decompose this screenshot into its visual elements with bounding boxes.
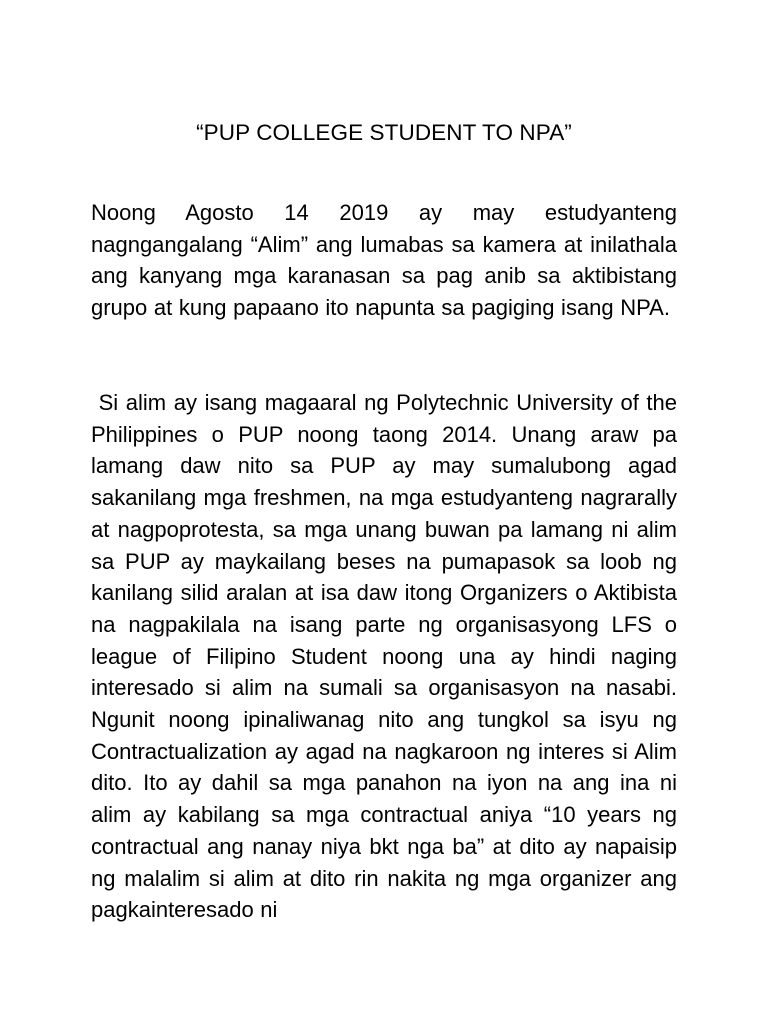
paragraph-2: Si alim ay isang magaaral ng Polytechnic University of the Philippines o PUP noong taong 2014. Unang araw pa lamang daw nito sa PUP ay may sumalubong agad sakanilang mga freshmen, na mga estudyanteng nagrarally at nagpoprotesta, sa mga unang buwan pa lamang ni alim sa PUP ay maykailang beses na pumapasok sa loob ng kanilang silid aralan at isa daw itong Organizers o Aktibista na nagpakilala na isang parte ng organisasyong LFS o league of Filipino Student noong una ay hindi naging interesado si alim na sumali sa organisasyon na nasabi. Ngunit noong ipinaliwanag nito ang tungkol sa isyu ng Contractualization ay agad na nagkaroon ng interes si Alim dito. Ito ay dahil sa mga panahon na iyon na ang ina ni alim ay kabilang sa mga contractual aniya “10 years ng contractual ang nanay niya bkt nga ba” at dito ay napaisip ng malalim si alim at dito rin nakita ng mga organizer ang pagkainteresado ni <box>91 390 677 923</box>
document-title: “PUP COLLEGE STUDENT TO NPA” <box>196 120 572 145</box>
paragraph-1: Noong Agosto 14 2019 ay may estudyanteng nagngangalang “Alim” ang lumabas sa kamera at inilathala ang kanyang mga karanasan sa pag anib sa aktibistang grupo at kung papaano ito napunta sa pagiging isang NPA. <box>91 200 677 321</box>
